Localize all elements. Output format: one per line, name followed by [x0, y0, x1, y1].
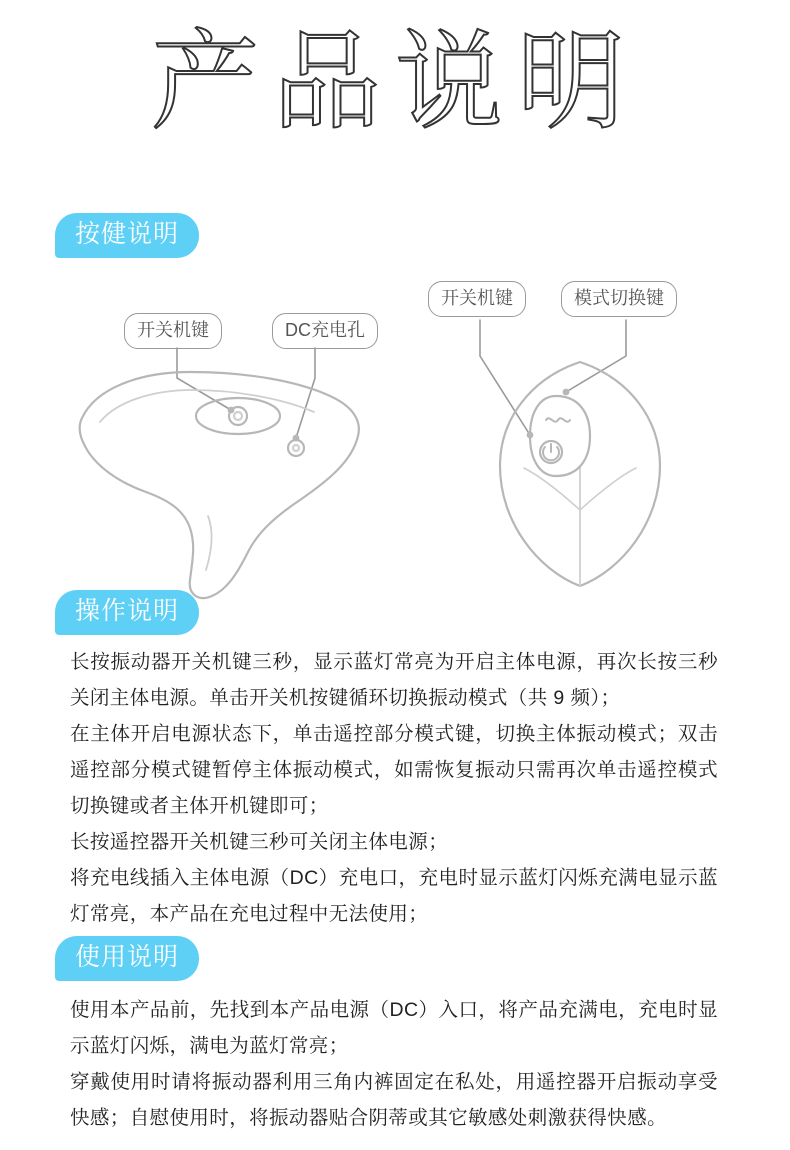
product-illustration	[0, 270, 790, 610]
usage-body	[70, 992, 718, 1136]
section-heading-usage: 使用说明	[55, 936, 199, 981]
usage-paragraph-2: 穿戴使用时请将振动器利用三角内裤固定在私处，用遥控器开启振动享受快感；自慰使用时，将振动器贴合阴蒂或其它敏感处刺激获得快感。	[70, 1071, 718, 1129]
usage-paragraph-1: 使用本产品前，先找到本产品电源（DC）入口，将产品充满电，充电时显示蓝灯闪烁，满电为蓝灯常亮；	[70, 999, 718, 1057]
operation-paragraph-2: 在主体开启电源状态下，单击遥控部分模式键，切换主体振动模式；双击遥控部分模式键暂停主体振动模式，如需恢复振动只需再次单击遥控模式切换键或者主体开机键即可；	[70, 723, 718, 817]
section-heading-operation: 操作说明	[55, 590, 199, 635]
operation-paragraph-4: 将充电线插入主体电源（DC）充电口，充电时显示蓝灯闪烁充满电显示蓝灯常亮，本产品在充电过程中无法使用；	[70, 867, 718, 925]
operation-paragraph-3: 长按遥控器开关机键三秒可关闭主体电源；	[70, 831, 449, 853]
callout-device-power: 开关机键	[124, 313, 222, 349]
page-title: 产品说明	[150, 20, 639, 145]
section-heading-buttons: 按健说明	[55, 213, 199, 258]
callout-remote-power: 开关机键	[428, 281, 526, 317]
callout-device-dc: DC充电孔	[272, 313, 378, 349]
operation-paragraph-1: 长按振动器开关机键三秒，显示蓝灯常亮为开启主体电源，再次长按三秒关闭主体电源。单击开关机按键循环切换振动模式（共 9 频）；	[70, 651, 718, 709]
operation-body	[70, 644, 718, 932]
callout-remote-mode: 模式切换键	[561, 281, 677, 317]
